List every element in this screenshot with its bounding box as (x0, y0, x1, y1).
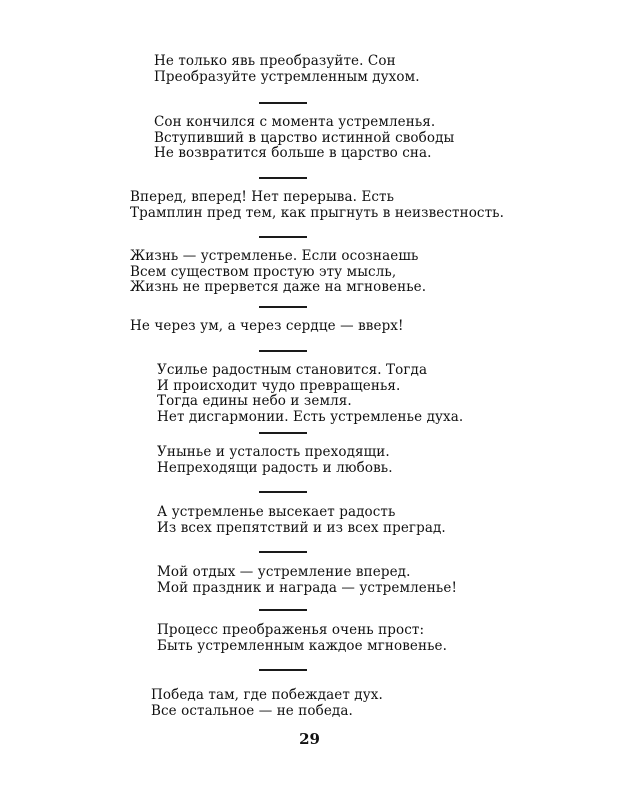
stanza-4 (130, 249, 426, 296)
verse-line: Из всех препятствий и из всех преград. (157, 519, 446, 536)
verse-line: Трамплин пред тем, как прыгнуть в неизвестность. (130, 204, 505, 221)
stanza-6 (157, 363, 463, 425)
page-number: 29 (299, 730, 320, 748)
verse-line: Жизнь не прервется даже на мгновенье. (130, 279, 427, 295)
verse-line: Унынье и усталость преходящи. (157, 444, 390, 460)
verse-line: Сон кончился с момента устремленья. (154, 114, 436, 130)
verse-line: Победа там, где побеждает дух. (151, 687, 383, 703)
verse-line: Не через ум, а через сердце — вверх! (130, 318, 404, 334)
verse-line: Процесс преображенья очень прост: (157, 622, 425, 638)
section-divider (259, 350, 307, 352)
section-divider (259, 306, 307, 308)
section-divider (259, 669, 307, 671)
verse-line: Мой праздник и награда — устремленье! (157, 579, 458, 596)
stanza-5 (130, 319, 404, 335)
verse-line: И происходит чудо превращенья. (157, 377, 401, 394)
verse-line: Быть устремленным каждое мгновенье. (157, 637, 448, 654)
verse-line: Вступивший в царство истинной свободы (154, 129, 455, 146)
verse-line: Непреходящи радость и любовь. (157, 459, 393, 476)
stanza-11 (151, 688, 383, 719)
section-divider (259, 551, 307, 553)
stanza-3 (130, 190, 504, 221)
verse-line: А устремленье высекает радость (157, 504, 396, 520)
section-divider (259, 177, 307, 179)
section-divider (259, 609, 307, 611)
stanza-2 (154, 115, 454, 162)
verse-line: Мой отдых — устремление вперед. (157, 564, 411, 580)
section-divider (259, 491, 307, 493)
section-divider (259, 102, 307, 104)
verse-line: Жизнь — устремленье. Если осознаешь (130, 248, 419, 264)
verse-line: Усилье радостным становится. Тогда (157, 362, 428, 378)
verse-line: Нет дисгармонии. Есть устремленье духа. (157, 408, 464, 425)
section-divider (259, 432, 307, 434)
verse-line: Все остальное — не победа. (151, 702, 353, 719)
section-divider (259, 236, 307, 238)
verse-line: Вперед, вперед! Нет перерыва. Есть (130, 189, 395, 205)
stanza-8 (157, 505, 446, 536)
verse-line: Не возвратится больше в царство сна. (154, 145, 432, 161)
verse-line: Тогда едины небо и земля. (157, 393, 352, 409)
stanza-7 (157, 445, 393, 476)
stanza-1 (154, 54, 420, 85)
verse-line: Преобразуйте устремленным духом. (154, 68, 420, 85)
stanza-9 (157, 565, 457, 596)
stanza-10 (157, 623, 447, 654)
verse-line: Всем существом простую эту мысль, (130, 263, 397, 280)
verse-line: Не только явь преобразуйте. Сон (154, 53, 396, 69)
